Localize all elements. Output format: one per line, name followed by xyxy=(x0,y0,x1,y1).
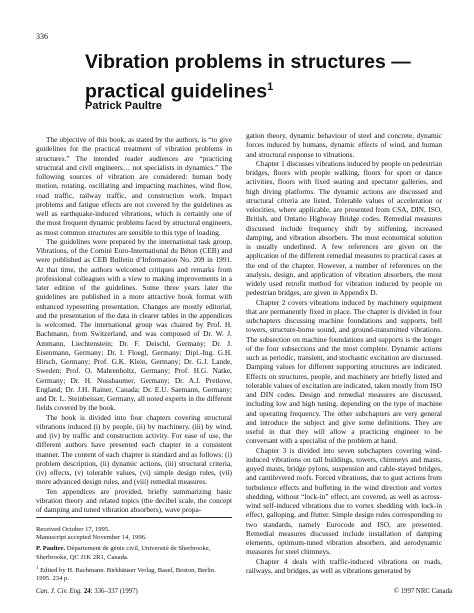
body-paragraph: The objective of this book, as stated by the authors, is “to give guidelines for the practical treatment of vibration problems in structures.” The intended reader audiences are “practicing structural and civil engineers… not specialists in dynamics.” The following sources of vibration are considered: human body motion, rotating, oscillating and impacting machines, wind flow, road traffic, railway traffic, and construction work. Impact problems and fatigue effects are not covered by the guidelines as well as earthquake-induced vibrations, which is certainly one of the most frequent dynamic problems faced by structural engineers, as most common structures are sensible to this type of loading. xyxy=(36,135,232,237)
body-paragraph: Chapter 3 is divided into seven subchapters covering wind-induced vibrations on tall buildings, towers, chimneys and masts, guyed masts, bridge pylons, suspension and cable-stayed bridges, and cantilevered roofs. Forced vibrations, due to gust actions from turbulence effects and buffeting in the wind direction and vortex shedding, without “lock-in” effect, are covered, as well as across-wind self-induced vibrations due to vortex shedding with lock-in effect, galloping, and flutter. Simple design rules corresponding to two standards, namely Eurocode and ISO, are presented. Remedial measures discussed include installation of damping elements, optimum-tuned vibration absorbers, and aerodynamic measures for steel chimneys. xyxy=(246,445,442,557)
body-paragraph: Chapter 4 deals with traffic-induced vibrations on roads, railways, and bridges, as well as vibrations generated by xyxy=(246,556,442,575)
left-column xyxy=(36,135,232,514)
footnote-text: Edited by H. Bachmann. Birkhäuser Verlag, Basel, Boston, Berlin. 1995. 234 p. xyxy=(36,567,216,583)
body-paragraph: Chapter 1 discusses vibrations induced by people on pedestrian bridges, floors with people walking, floors for sport or dance activities, floors with fixed seating and spectator galleries, and high diving platforms. The dynamic actions are discussed and structural criteria are listed. Tolerable values of acceleration or velocities, where applicable, are presented from CSA, DIN, ISO, British, and Ontario Highway Bridge codes. Remedial measures discussed include frequency shift by stiffening, increased damping, and vibration absorbers. The most economical solution is usually underlined. A few references are given on the application of the different remedial measures to practical cases at the end of the chapter. However, a number of references on the analysis, design, and application of vibration absorbers, the most widely used retrofit method for vibration induced by people on pedestrian bridges, are given in Appendix D. xyxy=(246,158,442,298)
right-column xyxy=(246,131,442,575)
body-paragraph: gation theory, dynamic behaviour of steel and concrete, dynamic forces induced by humans, dynamic effects of wind, and human and structural response to vibrations. xyxy=(246,131,442,159)
book-footnote xyxy=(36,565,232,584)
affiliation-author: P. Paultre. xyxy=(36,545,66,553)
affiliation-text: Département de génie civil, Université de Sherbrooke, Sherbrooke, QC J1K 2R1, Canada. xyxy=(36,545,211,561)
body-paragraph: The guidelines were prepared by the international task group, Vibrations, of the Comité Euro-International du Béton (CEB) and were published as CEB Bulletin d’Information No. 209 in 1991. At that time, the authors welcomed critiques and remarks from professional colleagues with a view to making improvements in a later edition of the guidelines. Some three years later the guidelines are published in a more attractive book format with enhanced typesetting presentation. Changes are mostly editorial, and the presentation of the data in clearer tables in the appendices is welcomed. The international group was chaired by Prof. H. Bachmann, from Switzerland, and was composed of Dr. W. J. Ammann, Liechtenstein; Dr. F. Deischl, Germany; Dr. J. Eisenmann, Germany; Dr. I. Floegl, Germany; Dipl.-Ing. G.H. Hirsch, Germany; Prof. G.K. Klein, Germany; Dr. G.J. Lande, Sweden; Prof. O. Mahrenholtz, Germany; Prof. H.G. Natke, Germany; Dr. H. Nussbaumer, Germany; Dr. A.J. Pretlove, England; Dr. J.H. Rainer, Canada; Dr. E.U. Saemann, Germany; and Dr. L. Steinbeisser, Germany, all noted experts in the different fields covered by the book. xyxy=(36,236,232,413)
title-text: Vibration problems in structures — practical guidelines xyxy=(85,51,411,103)
author-name: Patrick Paultre xyxy=(85,100,163,112)
received-text: Received October 17, 1995. xyxy=(36,526,110,533)
title-footnote-mark: 1 xyxy=(267,81,274,93)
journal-citation xyxy=(36,588,138,595)
journal-name: Can. J. Civ. Eng. xyxy=(36,588,83,595)
journal-volume: 24 xyxy=(83,588,91,595)
author-affiliation xyxy=(36,545,232,561)
journal-pages: : 336–337 (1997) xyxy=(90,588,138,595)
accepted-text: Manuscript accepted November 14, 1996. xyxy=(36,534,147,542)
body-paragraph: Chapter 2 covers vibrations induced by machinery equipment that are permanently fixed in place. The chapter is divided in four subchapters discussing machine foundations and supports, bell towers, structure-borne sound, and ground-transmitted vibrations. The subsection on machine foundations and supports is the longer of the four subsections and the most complete. Dynamic actions such as periodic, transient, and stochastic excitation are discussed. Damping values for different supporting structures are indicated. Effects on structures, people, and machinery are briefly listed and tolerable values of excitation are indicated, taken mostly from ISO and DIN codes. Design and remedial measures are discussed, including low and high tuning, depending on the type of machine and operating frequency. The other subchapters are very general and introduce the subject and give some definitions. They are useful in that they will allow a practicing engineer to be conversant with a specialist of the problem at hand. xyxy=(246,297,442,446)
article-title xyxy=(85,50,455,105)
body-paragraph: The book is divided into four chapters covering structural vibrations induced (i) by people, (ii) by machinery, (iii) by wind, and (iv) by traffic and construction activity. For ease of use, the different authors have presented each chapter in a consistent manner. The content of each chapter is standard and as follows: (i) problem description, (ii) dynamic actions, (iii) structural criteria, (iv) effects, (v) tolerable values, (vi) simple design rules, (vii) more advanced design rules, and (viii) remedial measures. xyxy=(36,412,232,487)
body-paragraph: Ten appendices are provided, briefly summarizing basic vibration theory and related topics (the decibel scale, the concept of damping and tuned vibration absorbers), wave propa- xyxy=(36,486,232,514)
footnotes xyxy=(36,517,232,586)
copyright: © 1997 NRC Canada xyxy=(393,588,452,595)
page-number: 336 xyxy=(36,32,48,41)
footnote-mark: 1 xyxy=(36,565,39,571)
received-date xyxy=(36,526,232,542)
